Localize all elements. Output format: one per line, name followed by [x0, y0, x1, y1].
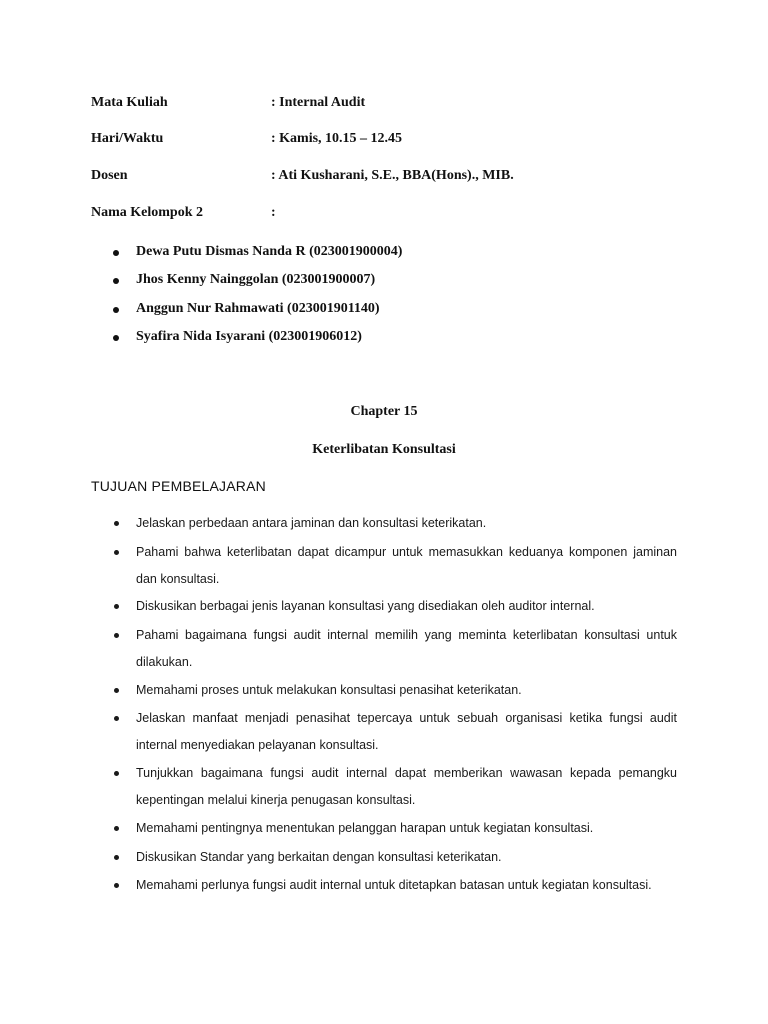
- chapter-title: Keterlibatan Konsultasi: [312, 442, 456, 457]
- bullet-icon: [113, 250, 119, 256]
- bullet-icon: [114, 604, 119, 609]
- chapter-number: Chapter 15: [350, 404, 418, 419]
- bullet-icon: [113, 307, 119, 313]
- objective-text: Tunjukkan bagaimana fungsi audit internal dapat memberikan wawasan kepada pemangku kepentingan melalui kinerja penugasan konsultasi.: [136, 766, 677, 807]
- objective-item: [113, 539, 677, 593]
- course-label: Mata Kuliah: [91, 95, 168, 110]
- objective-text: Pahami bagaimana fungsi audit internal memilih yang meminta keterlibatan konsultasi untuk dilakukan.: [136, 628, 677, 669]
- objective-item: [113, 622, 677, 676]
- objective-item: [113, 815, 677, 842]
- objective-text: Diskusikan berbagai jenis layanan konsultasi yang disediakan oleh auditor internal.: [136, 599, 595, 613]
- objective-text: Jelaskan manfaat menjadi penasihat tepercaya untuk sebuah organisasi ketika fungsi audit internal menyediakan pelayanan konsultasi.: [136, 711, 677, 752]
- objective-item: [113, 872, 677, 899]
- objective-item: [113, 593, 677, 620]
- objective-item: [113, 510, 677, 537]
- member-name: Dewa Putu Dismas Nanda R (023001900004): [136, 244, 403, 259]
- bullet-icon: [114, 716, 119, 721]
- member-name: Jhos Kenny Nainggolan (023001900007): [136, 272, 376, 287]
- bullet-icon: [113, 278, 119, 284]
- bullet-icon: [114, 826, 119, 831]
- bullet-icon: [114, 688, 119, 693]
- bullet-icon: [114, 771, 119, 776]
- objective-text: Jelaskan perbedaan antara jaminan dan konsultasi keterikatan.: [136, 516, 487, 530]
- lecturer-label: Dosen: [91, 168, 128, 183]
- objective-item: [113, 677, 677, 704]
- objectives-heading: TUJUAN PEMBELAJARAN: [91, 478, 266, 494]
- course-value: : Internal Audit: [271, 95, 366, 110]
- objective-text: Memahami perlunya fungsi audit internal untuk ditetapkan batasan untuk kegiatan konsultasi.: [136, 878, 652, 892]
- bullet-icon: [114, 550, 119, 555]
- group-value: :: [271, 205, 276, 220]
- bullet-icon: [114, 521, 119, 526]
- bullet-icon: [113, 335, 119, 341]
- bullet-icon: [114, 855, 119, 860]
- bullet-icon: [114, 883, 119, 888]
- objective-text: Pahami bahwa keterlibatan dapat dicampur untuk memasukkan keduanya komponen jaminan dan konsultasi.: [136, 545, 677, 586]
- objective-text: Diskusikan Standar yang berkaitan dengan konsultasi keterikatan.: [136, 850, 502, 864]
- member-name: Syafira Nida Isyarani (023001906012): [136, 329, 362, 344]
- bullet-icon: [114, 633, 119, 638]
- time-value: : Kamis, 10.15 – 12.45: [271, 131, 403, 146]
- objective-text: Memahami proses untuk melakukan konsultasi penasihat keterikatan.: [136, 683, 522, 697]
- objective-text: Memahami pentingnya menentukan pelanggan harapan untuk kegiatan konsultasi.: [136, 821, 594, 835]
- member-name: Anggun Nur Rahmawati (023001901140): [136, 301, 380, 316]
- objective-item: [113, 760, 677, 814]
- objective-item: [113, 705, 677, 759]
- objective-item: [113, 844, 677, 871]
- group-label: Nama Kelompok 2: [91, 205, 203, 220]
- lecturer-value: : Ati Kusharani, S.E., BBA(Hons)., MIB.: [271, 168, 514, 183]
- time-label: Hari/Waktu: [91, 131, 164, 146]
